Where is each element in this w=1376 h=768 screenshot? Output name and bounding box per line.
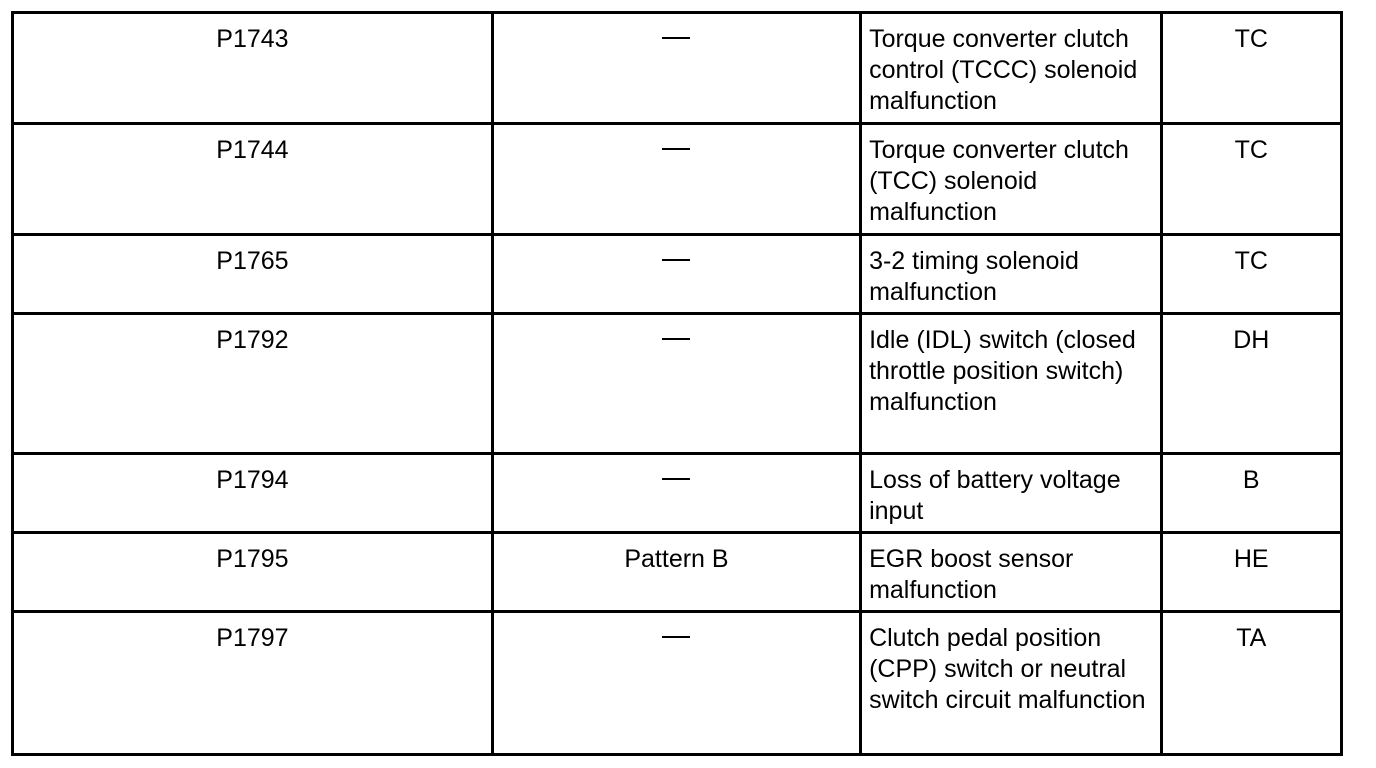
system-cell: HE xyxy=(1161,533,1342,612)
pattern-cell xyxy=(492,124,860,235)
description-cell: Clutch pedal position (CPP) switch or neutral switch circuit malfunction xyxy=(861,612,1161,755)
description-cell: Torque converter clutch (TCC) solenoid malfunction xyxy=(861,124,1161,235)
dash-glyph xyxy=(662,338,690,340)
table-row xyxy=(13,533,1342,612)
table-row xyxy=(13,235,1342,314)
dtc-code-cell: P1743 xyxy=(13,13,493,124)
dtc-code-cell: P1765 xyxy=(13,235,493,314)
dtc-code-cell: P1792 xyxy=(13,314,493,454)
table-row xyxy=(13,13,1342,124)
description-cell: Torque converter clutch control (TCCC) solenoid malfunction xyxy=(861,13,1161,124)
system-cell: DH xyxy=(1161,314,1342,454)
system-cell: TC xyxy=(1161,13,1342,124)
system-cell: TC xyxy=(1161,124,1342,235)
dash-glyph xyxy=(662,478,690,480)
description-cell: Idle (IDL) switch (closed throttle position switch) malfunction xyxy=(861,314,1161,454)
pattern-cell xyxy=(492,235,860,314)
description-cell: 3-2 timing solenoid malfunction xyxy=(861,235,1161,314)
dtc-code-cell: P1795 xyxy=(13,533,493,612)
pattern-value xyxy=(690,24,691,25)
dtc-table xyxy=(11,11,1343,756)
table-row xyxy=(13,124,1342,235)
dash-glyph xyxy=(662,37,690,39)
pattern-cell xyxy=(492,612,860,755)
pattern-cell xyxy=(492,454,860,533)
system-cell: TC xyxy=(1161,235,1342,314)
pattern-value xyxy=(690,465,691,466)
dtc-code-cell: P1744 xyxy=(13,124,493,235)
pattern-cell xyxy=(492,314,860,454)
pattern-cell: Pattern B xyxy=(492,533,860,612)
dtc-code-cell: P1794 xyxy=(13,454,493,533)
pattern-cell xyxy=(492,13,860,124)
pattern-value xyxy=(690,623,691,624)
pattern-value xyxy=(690,325,691,326)
system-cell: TA xyxy=(1161,612,1342,755)
table-row xyxy=(13,314,1342,454)
dash-glyph xyxy=(662,148,690,150)
description-cell: Loss of battery voltage input xyxy=(861,454,1161,533)
dtc-code-cell: P1797 xyxy=(13,612,493,755)
description-cell: EGR boost sensor malfunction xyxy=(861,533,1161,612)
pattern-value xyxy=(690,246,691,247)
dash-glyph xyxy=(662,259,690,261)
table-row xyxy=(13,612,1342,755)
system-cell: B xyxy=(1161,454,1342,533)
table-row xyxy=(13,454,1342,533)
pattern-value xyxy=(690,135,691,136)
dash-glyph xyxy=(662,636,690,638)
